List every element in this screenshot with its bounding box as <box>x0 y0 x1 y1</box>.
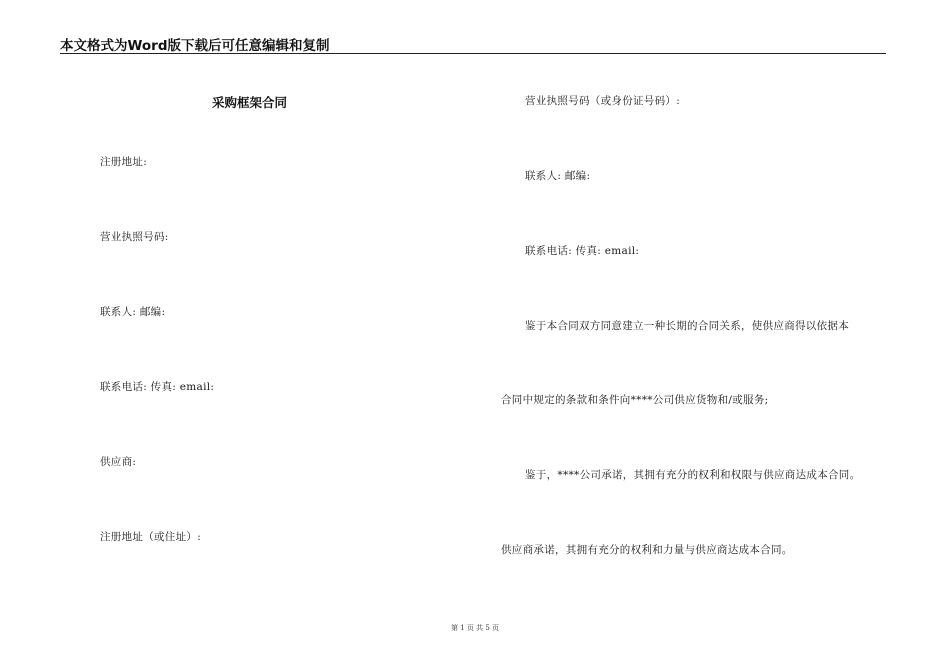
right-paragraph-recital-1: 鉴于本合同双方同意建立一种长期的合同关系，使供应商得以依据本 <box>525 320 849 332</box>
left-line-supplier: 供应商: <box>100 456 137 468</box>
contract-title: 采购框架合同 <box>212 95 288 110</box>
left-line-registered-address-residence: 注册地址（或住址）: <box>100 531 202 543</box>
left-line-business-license: 营业执照号码: <box>100 231 169 243</box>
right-paragraph-recital-2: 鉴于，****公司承诺，其拥有充分的权利和权限与供应商达成本合同。 <box>525 469 861 481</box>
left-line-phone-fax-email: 联系电话: 传真: email: <box>100 381 215 393</box>
header-banner-text: 本文格式为Word版下载后可任意编辑和复制 <box>60 38 330 54</box>
left-line-registered-address: 注册地址: <box>100 156 148 168</box>
right-line-phone-fax-email: 联系电话: 传真: email: <box>525 245 640 257</box>
left-line-contact-postcode: 联系人: 邮编: <box>100 306 166 318</box>
page-number-footer: 第 1 页 共 5 页 <box>450 624 500 632</box>
document-header-banner <box>60 33 886 54</box>
right-paragraph-recital-1-cont: 合同中规定的条款和条件向****公司供应货物和/或服务; <box>501 394 769 406</box>
right-line-contact-postcode: 联系人: 邮编: <box>525 170 591 182</box>
right-line-license-or-id: 营业执照号码（或身份证号码）: <box>525 95 681 107</box>
right-paragraph-supplier-undertaking: 供应商承诺，其拥有充分的权利和力量与供应商达成本合同。 <box>501 544 793 556</box>
